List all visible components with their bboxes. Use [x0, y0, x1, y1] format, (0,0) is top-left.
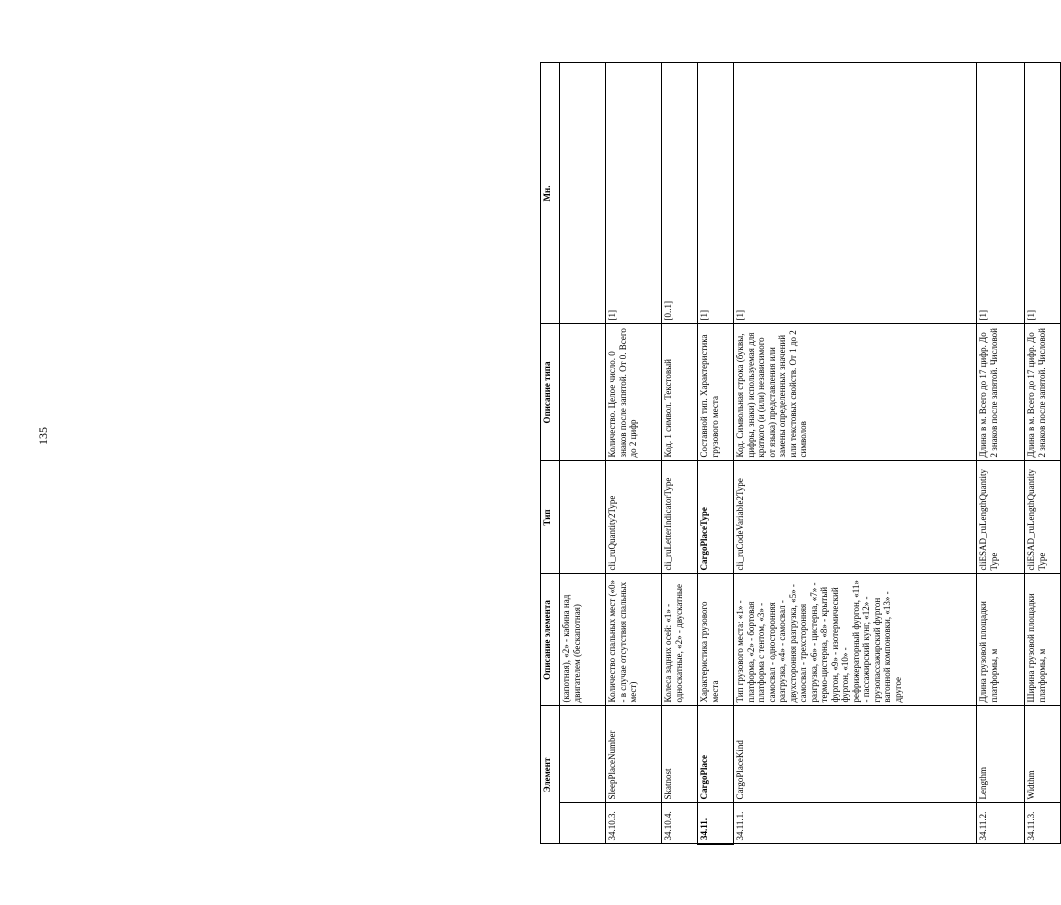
- row-type: cliESAD_ruLengthQuantityType: [977, 461, 1025, 574]
- row-name: Lengthm: [977, 706, 1025, 803]
- row-multiplicity: [0..1]: [662, 63, 698, 324]
- row-multiplicity: [1]: [1025, 63, 1061, 324]
- row-description: Колеса задних осей: «1» - односкатные, «2» - двускатные: [662, 574, 698, 706]
- row-multiplicity: [1]: [734, 63, 977, 324]
- row-type: cli_ruCodeVariable2Type: [734, 461, 977, 574]
- table-row: [698, 63, 734, 844]
- header-multiplicity: Мн.: [541, 63, 560, 324]
- row-multiplicity: [560, 63, 606, 324]
- element-table: [540, 62, 1061, 845]
- row-name: Skatnost: [662, 706, 698, 803]
- row-num: 34.11.3.: [1025, 803, 1061, 844]
- row-type-description: [560, 324, 606, 461]
- row-multiplicity: [1]: [606, 63, 662, 324]
- row-num: [560, 803, 606, 844]
- row-type-description: Длина в м. Всего до 17 цифр. До 2 знаков после запятой. Числовой: [977, 324, 1025, 461]
- table-header-row: [541, 63, 560, 844]
- row-description: Количество спальных мест («0» - в случае отсутствия спальных мест): [606, 574, 662, 706]
- row-type: CargoPlaceType: [698, 461, 734, 574]
- row-description: Тип грузового места: «1» - платформа, «2» - бортовая платформа с тентом, «3» - самосвал - односторонняя разгрузка, «4» - самосвал - двухсторонняя разгрузка, «5» - самосвал - трехсторонняя разгрузка, «6» - цистерна, «7» - термо-цистерна, «8» - крытый фургон, «9» - изотермический фургон, «10» - рефрижераторный фургон, «11» - пассажирский кунг, «12» - грузопассажирский фургон вагонной компоновки, «13» - другое: [734, 574, 977, 706]
- row-num: 34.11.2.: [977, 803, 1025, 844]
- header-description: Описание элемента: [541, 574, 560, 706]
- row-type: cli_ruLetterIndicatorType: [662, 461, 698, 574]
- row-name: CargoPlace: [698, 706, 734, 803]
- row-name: CargoPlaceKind: [734, 706, 977, 803]
- row-num: 34.10.3.: [606, 803, 662, 844]
- header-type-description: Описание типа: [541, 324, 560, 461]
- row-num: 34.10.4.: [662, 803, 698, 844]
- row-description: Длина грузовой площадки платформы, м: [977, 574, 1025, 706]
- header-type: Тип: [541, 461, 560, 574]
- row-multiplicity: [1]: [698, 63, 734, 324]
- row-type: [560, 461, 606, 574]
- header-element: Элемент: [541, 706, 560, 844]
- rotated-page-content: [540, 64, 1047, 845]
- row-name: [560, 706, 606, 803]
- row-type-description: Составной тип. Характеристика грузового места: [698, 324, 734, 461]
- page-number: 135: [36, 427, 50, 445]
- row-type-description: Код. Символьная строка (буквы, цифры, знаки) используемая для краткого (и (или) независимого от языка) представления или замены определенных значений или текстовых свойств. От 1 до 2 символов: [734, 324, 977, 461]
- table-row: [560, 63, 606, 844]
- table-row: [1025, 63, 1061, 844]
- table-row: [734, 63, 977, 844]
- row-num: 34.11.1.: [734, 803, 977, 844]
- table-row: [662, 63, 698, 844]
- table-row: [606, 63, 662, 844]
- row-name: Widthm: [1025, 706, 1061, 803]
- row-type-description: Код. 1 символ. Текстовый: [662, 324, 698, 461]
- table-row: [977, 63, 1025, 844]
- row-type-description: Длина в м. Всего до 17 цифр. До 2 знаков после запятой. Числовой: [1025, 324, 1061, 461]
- row-multiplicity: [1]: [977, 63, 1025, 324]
- row-num: 34.11.: [698, 803, 734, 844]
- row-description: (капотная), «2» - кабина над двигателем (бескапотная): [560, 574, 606, 706]
- row-type: cli_ruQuantity2Type: [606, 461, 662, 574]
- row-name: SleepPlaceNumber: [606, 706, 662, 803]
- row-description: Ширина грузовой площадки платформы, м: [1025, 574, 1061, 706]
- row-type: cliESAD_ruLengthQuantityType: [1025, 461, 1061, 574]
- row-description: Характеристика грузового места: [698, 574, 734, 706]
- row-type-description: Количество. Целое число. 0 знаков после запятой. От 0. Всего до 2 цифр: [606, 324, 662, 461]
